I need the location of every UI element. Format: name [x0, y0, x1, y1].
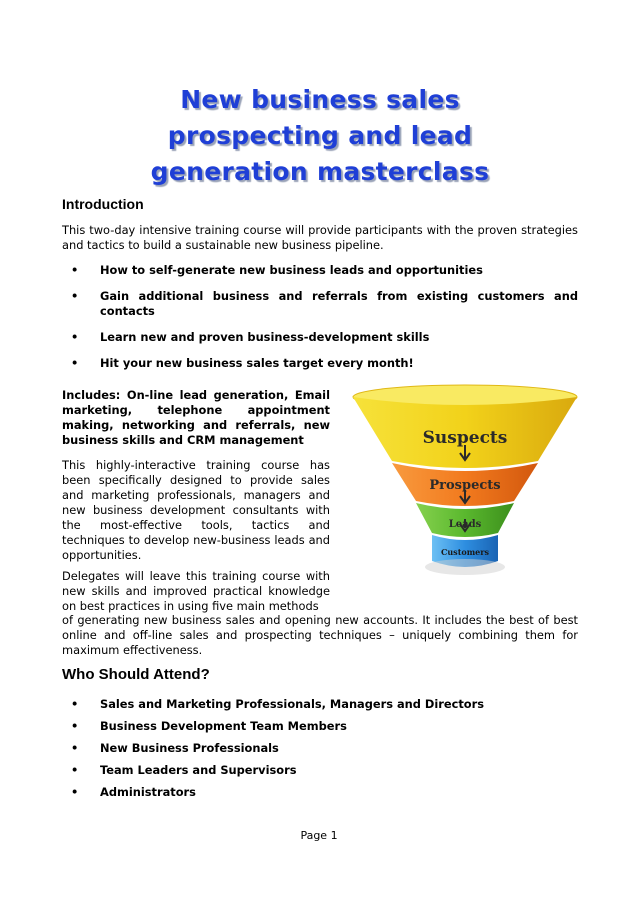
funnel-label-prospects: Prospects: [429, 478, 501, 493]
list-item: • Gain additional business and referrals from existing customers and contacts: [71, 289, 578, 318]
who-bullet-list: [62, 697, 578, 800]
list-item: • Business Development Team Members: [71, 719, 347, 733]
list-item: • Team Leaders and Supervisors: [71, 763, 297, 777]
title-line-2: prospecting and lead: [167, 121, 473, 150]
list-item: • Learn new and proven business-development skills: [71, 330, 430, 344]
funnel-label-leads: Leads: [448, 519, 482, 530]
list-item: • Hit your new business sales target every month!: [71, 356, 414, 370]
includes-paragraph: Includes: On-line lead generation, Email marketing, telephone appointment making, networking and referrals, new business skills and CRM management: [62, 388, 330, 447]
intro-paragraph: This two-day intensive training course will provide participants with the proven strategies and tactics to build a sustainable new business pipeline.: [62, 223, 578, 252]
list-item: • Sales and Marketing Professionals, Managers and Directors: [71, 697, 485, 711]
who-heading: Who Should Attend?: [62, 666, 210, 683]
intro-bullet-list: [62, 263, 578, 371]
delegates-paragraph-start: Delegates will leave this training course with new skills and improved practical knowledge on best practices in using five main methods: [62, 569, 330, 613]
title-line-1: New business sales: [180, 85, 460, 114]
sales-funnel-graphic: [340, 383, 590, 588]
list-item: • New Business Professionals: [71, 741, 279, 755]
list-item: • How to self-generate new business leads and opportunities: [71, 263, 483, 277]
interactive-paragraph: This highly-interactive training course has been specifically designed to provide sales and marketing professionals, managers and new business development consultants with the most-effective tools, tactics and techniques to develop new-business leads and opportunities.: [62, 458, 330, 562]
intro-heading: Introduction: [62, 196, 144, 212]
page-title: [120, 82, 520, 190]
funnel-label-customers: Customers: [441, 547, 489, 557]
list-item: • Administrators: [71, 785, 196, 799]
title-line-3: generation masterclass: [150, 157, 490, 186]
page-number: Page 1: [300, 829, 338, 842]
delegates-paragraph-end: of generating new business sales and opening new accounts. It includes the best of best online and off-line sales and prospecting techniques – uniquely combining them for maximum effectiveness.: [62, 613, 578, 657]
funnel-label-suspects: Suspects: [422, 428, 508, 448]
funnel-shadow: [425, 559, 505, 575]
